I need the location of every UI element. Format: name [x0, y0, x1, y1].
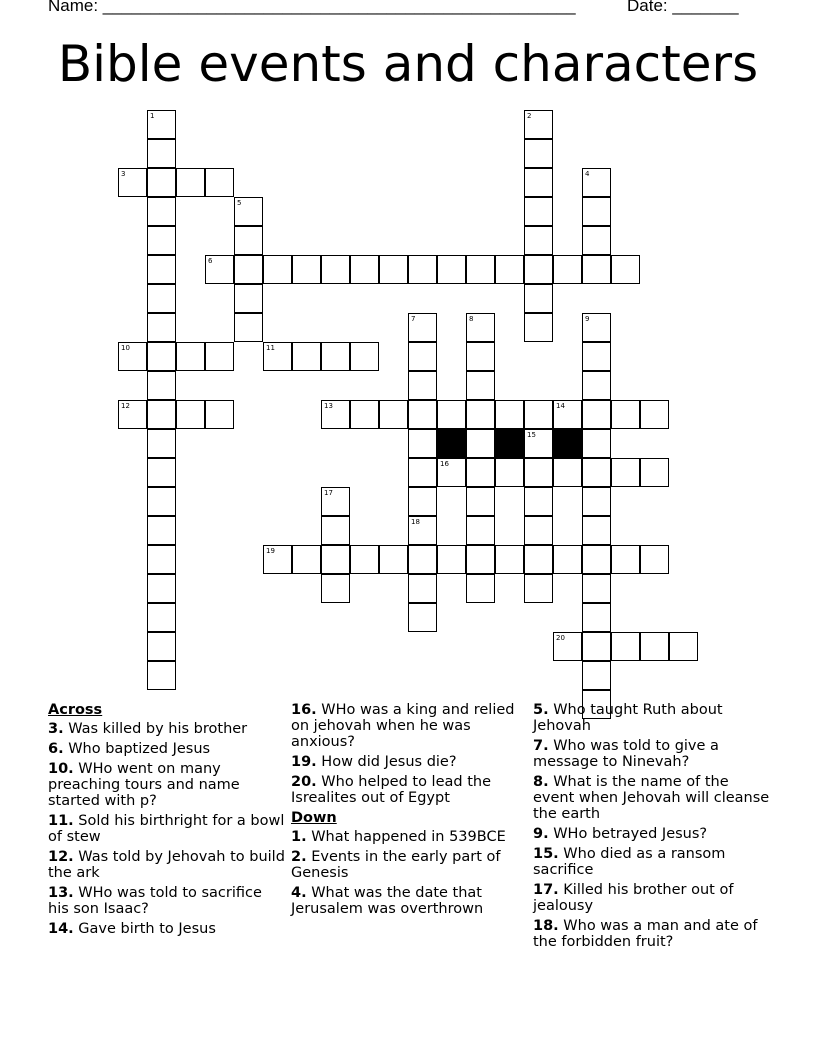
- grid-cell[interactable]: [263, 342, 292, 371]
- grid-cell[interactable]: [466, 313, 495, 342]
- clue-number: 10.: [48, 761, 74, 777]
- clue-number: 9.: [533, 826, 549, 842]
- grid-cell[interactable]: [205, 400, 234, 429]
- grid-cell[interactable]: [582, 632, 611, 661]
- clue-text: Who was told to give a message to Ninevah?: [533, 738, 719, 770]
- grid-cell[interactable]: [582, 371, 611, 400]
- cell-number: 4: [585, 170, 590, 178]
- grid-cell[interactable]: [147, 661, 176, 690]
- clue-text: WHo went on many preaching tours and name started with p?: [48, 761, 240, 809]
- grid-cell[interactable]: [147, 110, 176, 139]
- grid-cell[interactable]: [147, 487, 176, 516]
- grid-cell[interactable]: [176, 168, 205, 197]
- cell-number: 15: [527, 431, 536, 439]
- cell-number: 20: [556, 634, 565, 642]
- clue-across-10: [48, 761, 286, 809]
- grid-cell[interactable]: [582, 545, 611, 574]
- grid-cell[interactable]: [582, 255, 611, 284]
- grid-cell[interactable]: [263, 255, 292, 284]
- grid-block: [553, 429, 582, 458]
- cell-number: 6: [208, 257, 213, 265]
- grid-cell[interactable]: [118, 400, 147, 429]
- clue-down-7: [533, 738, 771, 770]
- name-field-line: Name: __________________________________________________: [48, 0, 576, 15]
- clue-text: What was the date that Jerusalem was overthrown: [291, 885, 484, 917]
- grid-cell[interactable]: [350, 545, 379, 574]
- down-heading: Down: [291, 810, 337, 826]
- clue-number: 2.: [291, 849, 307, 865]
- grid-cell[interactable]: [524, 226, 553, 255]
- grid-cell[interactable]: [176, 342, 205, 371]
- grid-cell[interactable]: [553, 632, 582, 661]
- clue-number: 14.: [48, 921, 74, 937]
- cell-number: 12: [121, 402, 130, 410]
- grid-cell[interactable]: [234, 284, 263, 313]
- clue-number: 5.: [533, 702, 549, 718]
- grid-cell[interactable]: [379, 545, 408, 574]
- grid-cell[interactable]: [466, 429, 495, 458]
- cell-number: 16: [440, 460, 449, 468]
- grid-cell[interactable]: [147, 284, 176, 313]
- grid-cell[interactable]: [408, 313, 437, 342]
- grid-cell[interactable]: [582, 661, 611, 690]
- grid-cell[interactable]: [466, 545, 495, 574]
- grid-cell[interactable]: [147, 255, 176, 284]
- grid-cell[interactable]: [582, 226, 611, 255]
- clue-across-20: [291, 774, 529, 806]
- grid-cell[interactable]: [582, 400, 611, 429]
- cell-number: 7: [411, 315, 416, 323]
- grid-cell[interactable]: [234, 313, 263, 342]
- clue-text: What is the name of the event when Jehovah will cleanse the earth: [533, 774, 770, 822]
- grid-cell[interactable]: [408, 400, 437, 429]
- across-heading: Across: [48, 702, 103, 718]
- cell-number: 11: [266, 344, 275, 352]
- clue-column-1: [48, 702, 286, 941]
- grid-cell[interactable]: [524, 400, 553, 429]
- grid-cell[interactable]: [582, 458, 611, 487]
- grid-cell[interactable]: [147, 603, 176, 632]
- cell-number: 17: [324, 489, 333, 497]
- grid-cell[interactable]: [234, 255, 263, 284]
- grid-cell[interactable]: [524, 545, 553, 574]
- grid-cell[interactable]: [466, 574, 495, 603]
- clue-down-1: [291, 829, 529, 845]
- grid-cell[interactable]: [147, 400, 176, 429]
- grid-cell[interactable]: [524, 487, 553, 516]
- grid-cell[interactable]: [582, 516, 611, 545]
- grid-cell[interactable]: [147, 429, 176, 458]
- grid-cell[interactable]: [408, 516, 437, 545]
- clue-down-18: [533, 918, 771, 950]
- grid-cell[interactable]: [582, 487, 611, 516]
- grid-cell[interactable]: [292, 255, 321, 284]
- grid-cell[interactable]: [524, 284, 553, 313]
- grid-cell[interactable]: [379, 255, 408, 284]
- grid-cell[interactable]: [466, 400, 495, 429]
- grid-cell[interactable]: [176, 400, 205, 429]
- grid-cell[interactable]: [205, 342, 234, 371]
- grid-cell[interactable]: [408, 342, 437, 371]
- grid-cell[interactable]: [524, 255, 553, 284]
- grid-cell[interactable]: [147, 545, 176, 574]
- cell-number: 14: [556, 402, 565, 410]
- grid-cell[interactable]: [524, 197, 553, 226]
- clue-across-3: [48, 721, 286, 737]
- grid-cell[interactable]: [321, 516, 350, 545]
- clue-number: 20.: [291, 774, 317, 790]
- clue-across-12: [48, 849, 286, 881]
- clue-text: Was told by Jehovah to build the ark: [48, 849, 285, 881]
- grid-cell[interactable]: [640, 400, 669, 429]
- clue-column-2: [291, 702, 529, 921]
- grid-cell[interactable]: [611, 255, 640, 284]
- grid-cell[interactable]: [321, 545, 350, 574]
- grid-cell[interactable]: [524, 313, 553, 342]
- cell-number: 2: [527, 112, 532, 120]
- grid-cell[interactable]: [118, 168, 147, 197]
- grid-cell[interactable]: [553, 545, 582, 574]
- grid-cell[interactable]: [408, 574, 437, 603]
- grid-cell[interactable]: [582, 342, 611, 371]
- clue-column-3: [533, 702, 771, 954]
- cell-number: 10: [121, 344, 130, 352]
- clue-number: 18.: [533, 918, 559, 934]
- grid-cell[interactable]: [582, 603, 611, 632]
- grid-cell[interactable]: [147, 168, 176, 197]
- clue-across-11: [48, 813, 286, 845]
- grid-cell[interactable]: [524, 516, 553, 545]
- grid-cell[interactable]: [321, 255, 350, 284]
- grid-cell[interactable]: [524, 139, 553, 168]
- clue-text: WHo was told to sacrifice his son Isaac?: [48, 885, 262, 917]
- grid-cell[interactable]: [321, 574, 350, 603]
- grid-cell[interactable]: [408, 371, 437, 400]
- grid-cell[interactable]: [205, 255, 234, 284]
- grid-cell[interactable]: [147, 313, 176, 342]
- grid-cell[interactable]: [553, 400, 582, 429]
- grid-cell[interactable]: [524, 429, 553, 458]
- grid-cell[interactable]: [234, 197, 263, 226]
- grid-cell[interactable]: [437, 255, 466, 284]
- clue-down-8: [533, 774, 771, 822]
- grid-cell[interactable]: [582, 168, 611, 197]
- grid-cell[interactable]: [147, 516, 176, 545]
- grid-cell[interactable]: [611, 632, 640, 661]
- grid-cell[interactable]: [321, 400, 350, 429]
- grid-block: [495, 429, 524, 458]
- clue-text: WHo was a king and relied on jehovah when he was anxious?: [291, 702, 515, 750]
- grid-cell[interactable]: [582, 574, 611, 603]
- grid-cell[interactable]: [524, 458, 553, 487]
- cell-number: 8: [469, 315, 474, 323]
- clue-number: 4.: [291, 885, 307, 901]
- clue-text: Who baptized Jesus: [68, 741, 211, 757]
- cell-number: 19: [266, 547, 275, 555]
- grid-cell[interactable]: [611, 400, 640, 429]
- clue-text: How did Jesus die?: [321, 754, 457, 770]
- grid-cell[interactable]: [263, 545, 292, 574]
- cell-number: 13: [324, 402, 333, 410]
- cell-number: 5: [237, 199, 242, 207]
- grid-cell[interactable]: [147, 632, 176, 661]
- grid-cell[interactable]: [321, 487, 350, 516]
- date-field-line: Date: _______: [627, 0, 739, 15]
- clue-number: 7.: [533, 738, 549, 754]
- clue-number: 17.: [533, 882, 559, 898]
- cell-number: 1: [150, 112, 155, 120]
- grid-cell[interactable]: [524, 110, 553, 139]
- grid-cell[interactable]: [350, 255, 379, 284]
- grid-cell[interactable]: [495, 545, 524, 574]
- clue-text: Who helped to lead the Isrealites out of Egypt: [291, 774, 491, 806]
- clue-text: Gave birth to Jesus: [78, 921, 216, 937]
- grid-cell[interactable]: [118, 342, 147, 371]
- grid-cell[interactable]: [466, 516, 495, 545]
- clue-text: WHo betrayed Jesus?: [553, 826, 708, 842]
- grid-cell[interactable]: [379, 400, 408, 429]
- clue-number: 19.: [291, 754, 317, 770]
- grid-cell[interactable]: [408, 487, 437, 516]
- grid-cell[interactable]: [147, 197, 176, 226]
- page-title: Bible events and characters: [57, 35, 759, 93]
- clue-number: 11.: [48, 813, 74, 829]
- grid-cell[interactable]: [524, 574, 553, 603]
- grid-cell[interactable]: [611, 545, 640, 574]
- clue-across-19: [291, 754, 529, 770]
- clue-across-14: [48, 921, 286, 937]
- grid-cell[interactable]: [408, 545, 437, 574]
- clue-number: 6.: [48, 741, 64, 757]
- grid-cell[interactable]: [582, 429, 611, 458]
- clue-across-13: [48, 885, 286, 917]
- clue-text: Sold his birthright for a bowl of stew: [48, 813, 285, 845]
- clue-down-2: [291, 849, 529, 881]
- grid-cell[interactable]: [553, 255, 582, 284]
- grid-cell[interactable]: [350, 400, 379, 429]
- grid-cell[interactable]: [408, 458, 437, 487]
- clue-number: 1.: [291, 829, 307, 845]
- grid-cell[interactable]: [466, 371, 495, 400]
- clue-number: 16.: [291, 702, 317, 718]
- grid-cell[interactable]: [408, 255, 437, 284]
- clue-across-6: [48, 741, 286, 757]
- grid-cell[interactable]: [147, 226, 176, 255]
- grid-cell[interactable]: [466, 487, 495, 516]
- clue-down-9: [533, 826, 771, 842]
- grid-cell[interactable]: [524, 168, 553, 197]
- clue-text: Who died as a ransom sacrifice: [533, 846, 726, 878]
- grid-cell[interactable]: [611, 458, 640, 487]
- grid-cell[interactable]: [292, 545, 321, 574]
- grid-cell[interactable]: [640, 458, 669, 487]
- clue-number: 15.: [533, 846, 559, 862]
- grid-cell[interactable]: [640, 632, 669, 661]
- grid-cell[interactable]: [437, 458, 466, 487]
- grid-cell[interactable]: [234, 226, 263, 255]
- grid-cell[interactable]: [147, 574, 176, 603]
- clue-text: Who was a man and ate of the forbidden fruit?: [533, 918, 758, 950]
- grid-cell[interactable]: [640, 545, 669, 574]
- grid-cell[interactable]: [408, 603, 437, 632]
- clue-text: Who taught Ruth about Jehovah: [533, 702, 723, 734]
- grid-cell[interactable]: [495, 458, 524, 487]
- grid-cell[interactable]: [147, 371, 176, 400]
- clue-down-15: [533, 846, 771, 878]
- grid-cell[interactable]: [582, 313, 611, 342]
- clue-down-4: [291, 885, 529, 917]
- grid-cell[interactable]: [147, 458, 176, 487]
- cell-number: 3: [121, 170, 126, 178]
- grid-cell[interactable]: [582, 197, 611, 226]
- clue-text: What happened in 539BCE: [311, 829, 506, 845]
- grid-block: [437, 429, 466, 458]
- clue-text: Events in the early part of Genesis: [291, 849, 501, 881]
- clue-down-17: [533, 882, 771, 914]
- grid-cell[interactable]: [466, 342, 495, 371]
- cell-number: 9: [585, 315, 590, 323]
- grid-cell[interactable]: [437, 400, 466, 429]
- cell-number: 18: [411, 518, 420, 526]
- grid-cell[interactable]: [147, 342, 176, 371]
- clue-number: 3.: [48, 721, 64, 737]
- grid-cell[interactable]: [408, 429, 437, 458]
- grid-cell[interactable]: [495, 400, 524, 429]
- grid-cell[interactable]: [495, 255, 524, 284]
- clue-number: 12.: [48, 849, 74, 865]
- grid-cell[interactable]: [466, 255, 495, 284]
- clue-number: 13.: [48, 885, 74, 901]
- clue-text: Killed his brother out of jealousy: [533, 882, 734, 914]
- grid-cell[interactable]: [205, 168, 234, 197]
- grid-cell[interactable]: [437, 545, 466, 574]
- grid-cell[interactable]: [350, 342, 379, 371]
- clue-across-16: [291, 702, 529, 750]
- grid-cell[interactable]: [321, 342, 350, 371]
- clue-text: Was killed by his brother: [68, 721, 248, 737]
- grid-cell[interactable]: [669, 632, 698, 661]
- clue-down-5: [533, 702, 771, 734]
- grid-cell[interactable]: [147, 139, 176, 168]
- grid-cell[interactable]: [292, 342, 321, 371]
- clue-number: 8.: [533, 774, 549, 790]
- grid-cell[interactable]: [553, 458, 582, 487]
- grid-cell[interactable]: [466, 458, 495, 487]
